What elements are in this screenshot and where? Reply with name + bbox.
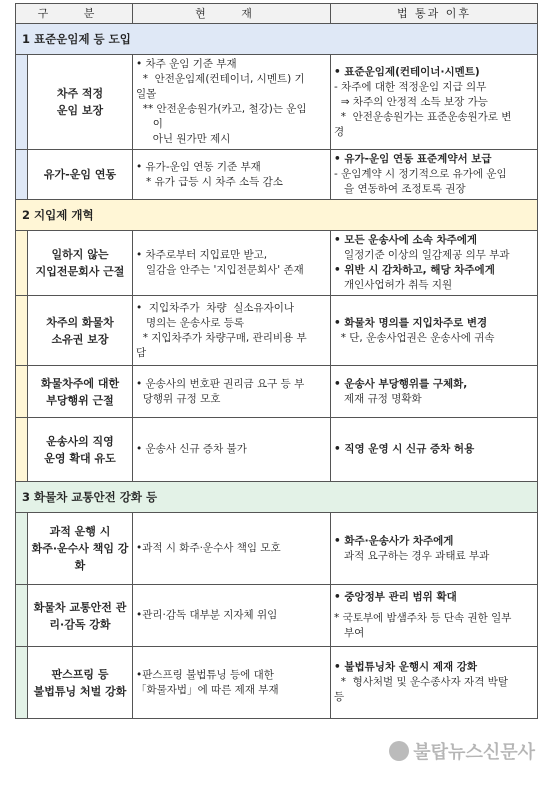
cell-line: 아닌 원가만 제시 — [136, 133, 231, 145]
after-cell — [331, 418, 538, 482]
watermark-text: 불탑뉴스신문사 — [413, 742, 535, 763]
cell-line: * 형사처벌 및 운수종사자 자격 박탈 — [334, 676, 508, 688]
header-row — [16, 4, 538, 24]
cell-line: ** 안전운송원가(카고, 철강)는 운임 — [136, 103, 307, 115]
section-stripe — [16, 585, 28, 647]
current-cell — [133, 366, 331, 418]
cell-line: • 지입차주가 차량 실소유자이나 — [136, 301, 295, 314]
section-header-row — [16, 482, 538, 513]
cell-line: ⇒ 차주의 안정적 소득 보장 가능 — [334, 95, 488, 108]
category-cell: 차주의 화물차 소유권 보장 — [28, 296, 133, 366]
cell-line: • 유가-운임 연동 표준계약서 보급 — [334, 153, 492, 165]
section-title: 1 표준운임제 등 도입 — [16, 24, 538, 55]
table-row — [16, 585, 538, 647]
table-row — [16, 55, 538, 150]
current-cell — [133, 585, 331, 647]
cell-line: * 유가 급등 시 차주 소득 감소 — [136, 175, 283, 188]
current-cell — [133, 647, 331, 719]
category-cell: 판스프링 등 불법튜닝 처벌 강화 — [28, 647, 133, 719]
cell-line: • 불법튜닝차 운행시 제재 강화 — [334, 661, 478, 673]
category-cell: 화물차 교통안전 관 리·감독 강화 — [28, 585, 133, 647]
section-stripe — [16, 55, 28, 150]
category-cell: 유가-운임 연동 — [28, 150, 133, 200]
cell-line: * 지입차주가 차량구매, 관리비용 부 — [136, 331, 307, 344]
current-cell — [133, 418, 331, 482]
cell-line: 당행위 규정 모호 — [136, 392, 221, 405]
after-cell — [331, 366, 538, 418]
cell-line: • 화주·운송사가 차주에게 — [334, 534, 454, 547]
table-row — [16, 418, 538, 482]
cell-line: • 운송사의 번호판 권리금 요구 등 부 — [136, 377, 305, 390]
cell-line: * 안전운임제(컨테이너, 시멘트) 기 — [136, 73, 305, 85]
section-title: 3 화물차 교통안전 강화 등 — [16, 482, 538, 513]
section-stripe — [16, 231, 28, 296]
cell-line: 부여 — [334, 627, 365, 639]
cell-line: •관리·감독 대부분 지자체 위임 — [136, 609, 278, 621]
policy-table — [15, 3, 538, 719]
table-row — [16, 366, 538, 418]
cell-line: • 직영 운영 시 신규 증차 허용 — [334, 443, 475, 455]
cell-line: 을 연동하여 조정토록 권장 — [334, 183, 466, 195]
section-header-row — [16, 200, 538, 231]
after-cell — [331, 150, 538, 200]
header-after: 법 통과 이후 — [331, 4, 538, 24]
category-cell: 화물차주에 대한 부당행위 근절 — [28, 366, 133, 418]
cell-line: 제재 규정 명확화 — [334, 392, 422, 405]
after-cell — [331, 296, 538, 366]
cell-line: 등 — [334, 691, 345, 703]
table-row — [16, 296, 538, 366]
cell-line: * 안전운송원가는 표준운송원가로 변 — [334, 110, 512, 123]
cell-line: • 운송사 신규 증차 불가 — [136, 443, 247, 455]
after-cell — [331, 231, 538, 296]
table-row — [16, 150, 538, 200]
watermark-icon — [389, 741, 409, 761]
after-cell — [331, 55, 538, 150]
cell-line: 경 — [334, 125, 345, 138]
section-stripe — [16, 418, 28, 482]
cell-line: • 표준운임제(컨테이너·시멘트) — [334, 65, 480, 78]
cell-line: • 모든 운송사에 소속 차주에게 — [334, 234, 478, 246]
cell-line: •과적 시 화주·운수사 책임 모호 — [136, 542, 281, 554]
category-cell: 운송사의 직영 운영 확대 유도 — [28, 418, 133, 482]
table-row — [16, 647, 538, 719]
cell-line: * 단, 운송사업권은 운송사에 귀속 — [334, 331, 495, 344]
current-cell — [133, 55, 331, 150]
cell-line: 담 — [136, 346, 147, 359]
table-row — [16, 231, 538, 296]
cell-line: • 차주 운임 기준 부재 — [136, 58, 237, 70]
section-title: 2 지입제 개혁 — [16, 200, 538, 231]
table-row — [16, 513, 538, 585]
current-cell — [133, 231, 331, 296]
cell-line: 이 — [136, 118, 163, 130]
cell-line: • 차주로부터 지입료만 받고, — [136, 249, 268, 261]
after-cell — [331, 647, 538, 719]
cell-line: - 운임계약 시 정기적으로 유가에 운임 — [334, 168, 507, 180]
cell-line: * 국토부에 밤샘주차 등 단속 권한 일부 — [334, 612, 512, 624]
watermark-logo — [389, 738, 535, 764]
section-stripe — [16, 150, 28, 200]
section-stripe — [16, 647, 28, 719]
section-stripe — [16, 296, 28, 366]
cell-line: • 유가-운임 연동 기준 부재 — [136, 160, 261, 173]
category-cell: 차주 적정 운임 보장 — [28, 55, 133, 150]
after-cell — [331, 513, 538, 585]
current-cell — [133, 150, 331, 200]
cell-line: • 중앙정부 관리 범위 확대 — [334, 591, 457, 603]
category-cell: 과적 운행 시 화주·운수사 책임 강 화 — [28, 513, 133, 585]
cell-line: - 차주에 대한 적정운임 지급 의무 — [334, 80, 487, 93]
section-stripe — [16, 513, 28, 585]
cell-line: 개인사업허가 취득 지원 — [334, 279, 453, 291]
cell-line: • 화물차 명의를 지입차주로 변경 — [334, 316, 488, 329]
current-cell — [133, 296, 331, 366]
cell-line: 일몰 — [136, 88, 157, 100]
cell-line: • 위반 시 감차하고, 해당 차주에게 — [334, 264, 495, 276]
current-cell — [133, 513, 331, 585]
header-current: 현 재 — [133, 4, 331, 24]
cell-line: 명의는 운송사로 등록 — [136, 316, 244, 329]
section-stripe — [16, 366, 28, 418]
cell-line: 과적 요구하는 경우 과태료 부과 — [334, 549, 490, 562]
cell-line: 일감을 안주는 '지입전문회사' 존재 — [136, 264, 304, 276]
table-body — [16, 24, 538, 719]
cell-line: • 운송사 부당행위를 구체화, — [334, 377, 468, 390]
cell-line: 「화물자법」에 따른 제재 부재 — [136, 683, 279, 696]
after-cell — [331, 585, 538, 647]
cell-line: 일정기준 이상의 일감제공 의무 부과 — [334, 249, 510, 261]
section-header-row — [16, 24, 538, 55]
category-cell: 일하지 않는 지입전문회사 근절 — [28, 231, 133, 296]
cell-line: •판스프링 불법튜닝 등에 대한 — [136, 668, 274, 681]
header-category: 구 분 — [16, 4, 133, 24]
